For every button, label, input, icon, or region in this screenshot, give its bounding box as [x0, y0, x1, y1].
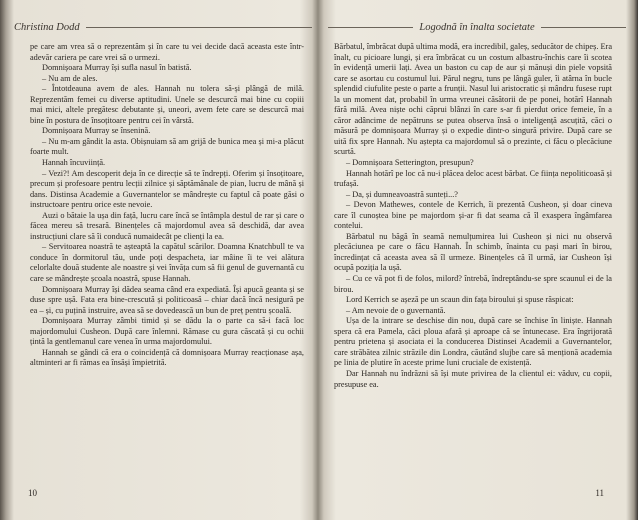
- paragraph: – Da, și dumneavoastră sunteți...?: [346, 189, 458, 199]
- paragraph: – Nu am de ales.: [42, 73, 98, 83]
- running-header-right: [328, 22, 626, 33]
- paragraph: Lord Kerrich se așeză pe un scaun din fața biroului și spuse răspicat:: [346, 295, 574, 305]
- paragraph: Domnișoara Murray se însenină.: [42, 126, 151, 136]
- header-title-right: Logodnă în înalta societate: [419, 22, 535, 33]
- paragraph: – Vezi?! Am descoperit deja în ce direcție să te îndrepți. Oferim și însoțitoare, precum și profesoare pentru lecții zilnice și săptămânale de pian, lucru de mână și dans. Distinsa Academie a Guvernantelor se mândrește cu faptul că poate găsi o instructoare pentru orice este nevoie.: [30, 168, 304, 210]
- right-page-text: [334, 42, 612, 390]
- paragraph: Bărbatul nu băgă în seamă nemulțumirea lui Cusheon și nici nu observă plecăciunea pe care o făcu Hannah. În schimb, înainta cu pași mari în birou, încredințat că aceasta avea să îl urmeze. Binențeles că îl urmă, iar Cusheon își ocupă poziția la ușă.: [334, 231, 612, 273]
- left-page-text: [30, 42, 304, 369]
- header-title-left: Christina Dodd: [14, 22, 80, 33]
- paragraph: – Nu m-am gândit la asta. Obișnuiam să am grijă de bunica mea și mi-a plăcut foarte mult.: [30, 136, 304, 157]
- paragraph: Dar Hannah nu îndrăzni să își mute privirea de la clientul ei: văduv, cu copii, presupuse ea.: [334, 368, 612, 389]
- paragraph: Hannah încuviință.: [42, 158, 106, 168]
- paragraph: – Întotdeauna avem de ales. Hannah nu tolera să-și plângă de milă. Reprezentăm femei cu diverse aptitudini. Unele se descurcă mai bine cu copiii mai mici, altele pregătesc debutante și, uneori, avem fete care se descurcă mai bine în postura de însoțitoare pentru cei în vârstă.: [30, 84, 304, 125]
- paragraph: – Domnișoara Setterington, presupun?: [346, 158, 474, 168]
- left-page: [14, 0, 312, 520]
- paragraph: Domnișoara Murray își dădea seama când era expediată. Își apucă geanta și se duse spre ușă. Fata era bine-crescută și politicoasă – chiar dacă încă nesigură pe ea – și, cu puțină instruire, avea să se dovedească un bun de preț pentru școală.: [30, 284, 304, 315]
- paragraph: – Servitoarea noastră te așteaptă la capătul scărilor. Doamna Knatchbull te va conduce în dormitorul tău, unde poți despacheta, iar mâine îi te vei alătura celorlalte două studente ale noastre și vei învăța cum să fii genul de guvernantă cu care se mândrește școala noastră, spuse Hannah.: [30, 242, 304, 284]
- paragraph: pe care am vrea să o reprezentăm și în care tu vei decide dacă aceasta este într-adevăr cariera pe care vrei să o urmezi.: [30, 42, 304, 62]
- paragraph: Bărbatul, îmbrăcat după ultima modă, era incredibil, galeș, seducător de chipeș. Era înalt, cu picioare lungi, și era îmbrăcat cu un costum albastru-închis care îi scotea în evidență umerii lați. Avea un baston cu cap de aur și mănuși din piele vopsită care se asortau cu costumul lui. Părul negru, tuns pe lângă guler, îi atârna în bucle splendid ciufulite peste o parte a frunții. Nasul lui aristocratic și mândru fusese rupt la un moment dat, probabil în urma vreunei căsătorii de pe ponei, hotărî Hannah fără milă. Avea niște ochi căprui blânzi în care s-ar fi pierdut orice femeie, în a căror adâncime de nepătruns se putea observa însă o inteligență ascuțită, căci o măsură pe domnișoara Murray și o expedie dintr-o singură privire. După care se uită fix spre Hannah. Nu aștepta ca majordomul să o prezinte, ci făcu o plecăciune scurtă.: [334, 42, 612, 157]
- paragraph: Domnișoara Murray își sufla nasul în batistă.: [42, 63, 192, 73]
- paragraph: Domnișoara Murray zâmbi timid și se dădu la o parte ca să-i facă loc majordomului Cusheon. După care înlemni. Rămase cu gura căscată și cu ochii țintă la gentlemanul care venea în urma majordomului.: [30, 316, 304, 347]
- paragraph: Auzi o bătaie la ușa din față, lucru care încă se întâmpla destul de rar și care o făcea mereu să tresară. Binențeles că majordomul avea să deschidă, dar avea instrucțiuni clare să îi conducă numaidecât pe clienți la ea.: [30, 210, 304, 241]
- paragraph: – Am nevoie de o guvernantă.: [346, 305, 446, 315]
- paragraph: – Devon Mathewes, contele de Kerrich, îi prezentă Cusheon, și doar cineva care îl cunoștea bine pe majordom și-ar fi dat seama că îl exaspera îngâmfarea contelui.: [334, 200, 612, 231]
- page-number-left: 10: [28, 488, 37, 498]
- paragraph: – Cu ce vă pot fi de folos, milord? întrebă, îndreptându-se spre scaunul ei de la birou.: [334, 274, 612, 294]
- paragraph: Ușa de la intrare se deschise din nou, după care se închise în liniște. Hannah spera că era Pamela, căci ploua afară și aproape că se întunecase. Era îngrijorată pentru prietena și asociata ei la conducerea Distinsei Academii a Guvernantelor, care străbătea zilnic străzile din Londra, căutând slujbe care să menționă academia pe linia de plutire în aceste prime luni cruciale de existență.: [334, 316, 612, 368]
- header-rule-left: [86, 27, 312, 28]
- header-rule-right-b: [541, 27, 626, 28]
- page-number-right: 11: [595, 488, 604, 498]
- running-header-left: [14, 22, 312, 33]
- paragraph: Hannah hotărî pe loc că nu-i plăcea deloc acest bărbat. Ce ființa nepoliticoasă și trufașă.: [334, 168, 612, 189]
- header-rule-right-a: [328, 27, 413, 28]
- right-page: [328, 0, 626, 520]
- paragraph: Hannah se gândi că era o coincidență că domnișoara Murray reacționase așa, altminteri ar fi rămas ea însăși împietrită.: [30, 347, 304, 368]
